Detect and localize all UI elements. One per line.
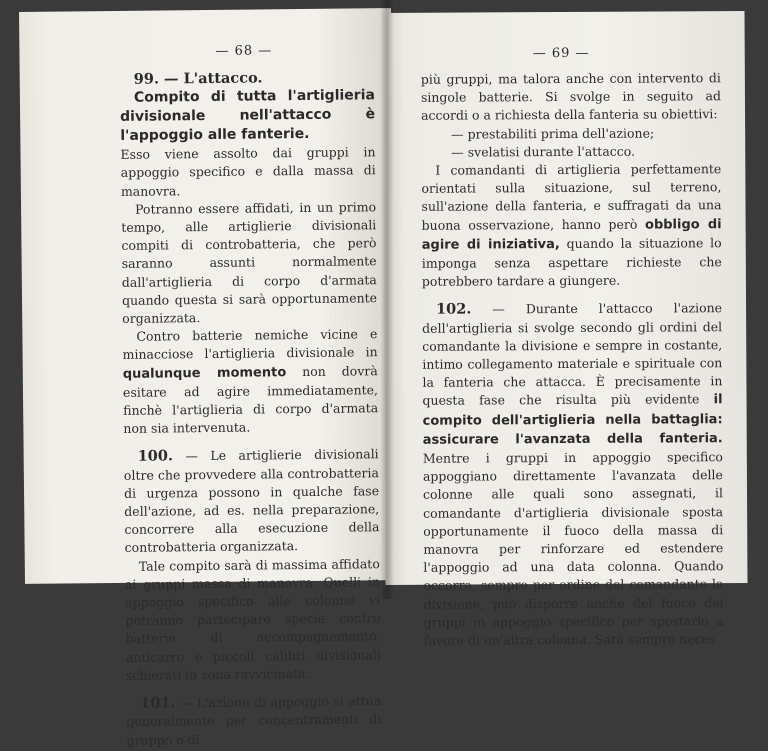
s99-p3-bold: qualunque momento [122,364,287,382]
bullet-item-1: — prestabiliti prima dell'azione; [451,125,655,142]
s102-text-c: Mentre i gruppi in appoggio specifico appoggiano direttamente l'avanzata delle colonne alle quali sono assegnati, il comandante d'artiglieria divisionale sposta opportunamente il fuoco della massa di manovra per rinforzare ed estendere l'appoggio ad una data colonna. Quando occorra, sempre per ordine del comandante la divisione, può disporre anche del fuoco dei gruppi in appoggio specifico per spostarlo a favore di un'altra colonna. Sarà sempre neces [422,449,724,648]
s101-p1-text: — L'azione di appoggio si attua generalmente per concentramenti di gruppo o di [126,693,382,748]
left-page [19,8,397,748]
section-100-number: 100. [137,447,174,466]
left-page-text [120,68,382,749]
s99-p3-text-c: non dovrà esitare ad agire immediatamente, finchè l'artiglieria di corpo d'armata non sia intervenuta. [122,362,379,437]
bullet-item-2: — svelatisi durante l'attacco. [451,143,636,160]
section-100-paragraph-2: Tale compito sarà di massima affidato ai gruppi massa di manovra. Quelli in appoggio specifico alle colonne vi potranno partecipare specie contro batterie di accompagnamento, anticarro e piccoli calibri divisionali schierati in zona ravvicinata. [124,555,381,683]
section-100-paragraph-1 [124,446,380,558]
right-paragraph-1: più gruppi, ma talora anche con intervento di singole batterie. Si svolge in seguito ad accordi o a richiesta della fanteria su obiettivi: [420,70,721,124]
right-page-number: — 69 — [532,45,590,62]
section-101-paragraph-1 [126,692,382,749]
s99-p3-text-a: Contro batterie nemiche vicine e minacciose l'artiglieria divisionale in [122,326,378,363]
section-102-number: 102. [436,300,472,319]
section-99-paragraph-2: Potranno essere affidati, in un primo tempo, alle artiglierie divisionali compiti di controbatteria, che però saranno assunti normalmente dall'artiglieria di corpo d'armata quando questa si sarà opportunamente organizzata. [121,199,378,326]
s102-bold: il compito dell'artiglieria nella battaglia: assicurare l'avanzata della fanteria. [422,392,723,448]
section-99-paragraph-1: Esso viene assolto dai gruppi in appoggio specifico e dalla massa di manovra. [120,144,376,199]
right-page [383,11,748,648]
section-102-paragraph [422,300,724,650]
s102-text-a: — Durante l'attacco l'azione dell'artiglieria si svolge secondo gli ordini del comandante la divisione e sempre in costante, intimo collegamento materiale e spirituale con la fanteria che attacca. È precisamente in questa fase che risulta più evidente [422,300,723,409]
book-gutter [380,0,394,599]
section-99-paragraph-3 [122,325,378,438]
p2-bold: obbligo di agire di iniziativa, [421,216,722,253]
right-paragraph-2 [421,160,722,291]
right-page-text [421,69,724,650]
p2-text-a: I comandanti di artiglieria perfettamente orientati sulla situazione, sul terreno, sull'azione della fanteria, e suffragati da una buona osservazione, hanno però [421,161,722,233]
section-99-subheading: Compito di tutta l'artiglieria divisionale nell'attacco è l'appoggio alle fanterie. [120,87,376,145]
section-99-heading: 99. — L'attacco. [133,69,263,88]
section-101-number: 101. [140,694,176,712]
s100-p1-text: — Le artiglierie divisionali oltre che provvedere alla controbatteria di urgenza possono in qualche fase dell'azione, ad es. nella preparazione, concorrere alla esecuzione della controbatteria organizzata. [123,446,380,556]
p2-text-c: quando la situazione lo imponga senza aspettare richieste che potrebbero tardare a giungere. [421,235,722,289]
left-page-number: — 68 — [215,43,273,59]
